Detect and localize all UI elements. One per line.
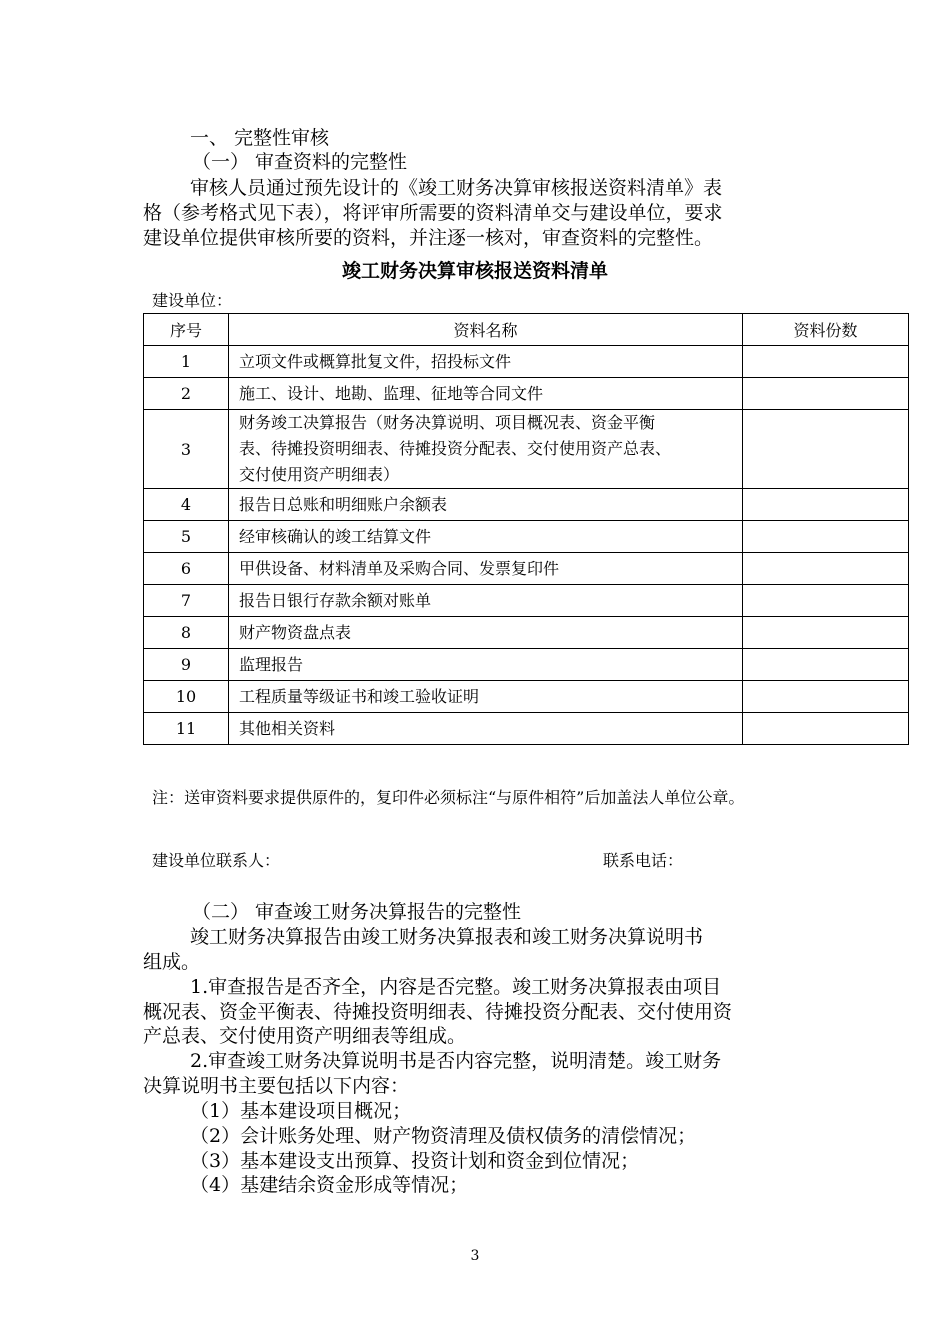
row-number: 9 [144,649,229,681]
unit-label: 建设单位： [152,291,233,310]
row-count [743,553,909,585]
row-count [743,521,909,553]
paragraph-line: 组成。 [143,951,201,973]
list-item: （1）基本建设项目概况； [190,1100,412,1122]
table-row [144,521,909,553]
row-number: 2 [144,378,229,410]
paragraph-line: 审核人员通过预先设计的《竣工财务决算审核报送资料清单》表 [190,177,723,199]
paragraph-line: 格（参考格式见下表），将评审所需要的资料清单交与建设单位，要求 [143,202,723,224]
table-row [144,681,909,713]
row-number: 3 [144,410,229,489]
table-row [144,346,909,378]
row-number: 10 [144,681,229,713]
row-name: 甲供设备、材料清单及采购合同、发票复印件 [229,553,743,585]
note: 注：送审资料要求提供原件的，复印件必须标注“与原件相符”后加盖法人单位公章。 [152,788,745,807]
list-item: （3）基本建设支出预算、投资计划和资金到位情况； [190,1150,640,1172]
contact-label: 建设单位联系人： [152,851,281,870]
row-count [743,681,909,713]
row-name-line: 表、待摊投资明细表、待摊投资分配表、交付使用资产总表、 [239,439,672,458]
row-name-line: 财务竣工决算报告（财务决算说明、项目概况表、资金平衡 [239,413,656,432]
row-name: 立项文件或概算批复文件，招投标文件 [229,346,743,378]
table-row [144,617,909,649]
row-number: 11 [144,713,229,745]
phone-label: 联系电话： [603,851,684,870]
row-name: 报告日银行存款余额对账单 [229,585,743,617]
paragraph-line: 2.审查竣工财务决算说明书是否内容完整，说明清楚。竣工财务 [190,1050,722,1072]
table-row [144,585,909,617]
paragraph-line: 概况表、资金平衡表、待摊投资明细表、待摊投资分配表、交付使用资 [143,1001,733,1023]
list-item: （2）会计账务处理、财产物资清理及债权债务的清偿情况； [190,1125,697,1147]
row-count [743,585,909,617]
row-name: 报告日总账和明细账户余额表 [229,489,743,521]
row-count [743,410,909,489]
row-name: 监理报告 [229,649,743,681]
paragraph-line: 产总表、交付使用资产明细表等组成。 [143,1025,467,1047]
row-name: 工程质量等级证书和竣工验收证明 [229,681,743,713]
table-title: 竣工财务决算审核报送资料清单 [341,260,608,282]
row-count [743,649,909,681]
table-row [144,649,909,681]
page-number: 3 [470,1248,480,1264]
paragraph-line: 建设单位提供审核所要的资料，并注逐一核对，审查资料的完整性。 [143,227,714,249]
materials-table [143,313,909,745]
row-number: 5 [144,521,229,553]
row-number: 4 [144,489,229,521]
header-count: 资料份数 [743,314,909,346]
row-name: 经审核确认的竣工结算文件 [229,521,743,553]
paragraph-line: 竣工财务决算报告由竣工财务决算报表和竣工财务决算说明书 [190,926,704,948]
row-number: 6 [144,553,229,585]
table-row [144,410,909,489]
row-name: 施工、设计、地勘、监理、征地等合同文件 [229,378,743,410]
header-no: 序号 [144,314,229,346]
row-name-line: 交付使用资产明细表） [239,465,400,484]
paragraph-line: 1.审查报告是否齐全，内容是否完整。竣工财务决算报表由项目 [190,976,722,998]
row-count [743,346,909,378]
row-number: 1 [144,346,229,378]
row-count [743,489,909,521]
header-name: 资料名称 [229,314,743,346]
list-item: （4）基建结余资金形成等情况； [190,1174,469,1196]
table-row [144,378,909,410]
table-row [144,553,909,585]
table-row [144,489,909,521]
paragraph-line: 决算说明书主要包括以下内容： [143,1075,410,1097]
row-number: 7 [144,585,229,617]
table-header-row [144,314,909,346]
subsection-heading-2: （二） 审查竣工财务决算报告的完整性 [192,901,522,923]
row-count [743,713,909,745]
row-count [743,378,909,410]
subsection-heading-1: （一） 审查资料的完整性 [192,151,408,173]
row-name [229,410,743,489]
row-name: 其他相关资料 [229,713,743,745]
table-row [144,713,909,745]
row-count [743,617,909,649]
row-name: 财产物资盘点表 [229,617,743,649]
row-number: 8 [144,617,229,649]
section-heading-1: 一、 完整性审核 [190,127,330,149]
